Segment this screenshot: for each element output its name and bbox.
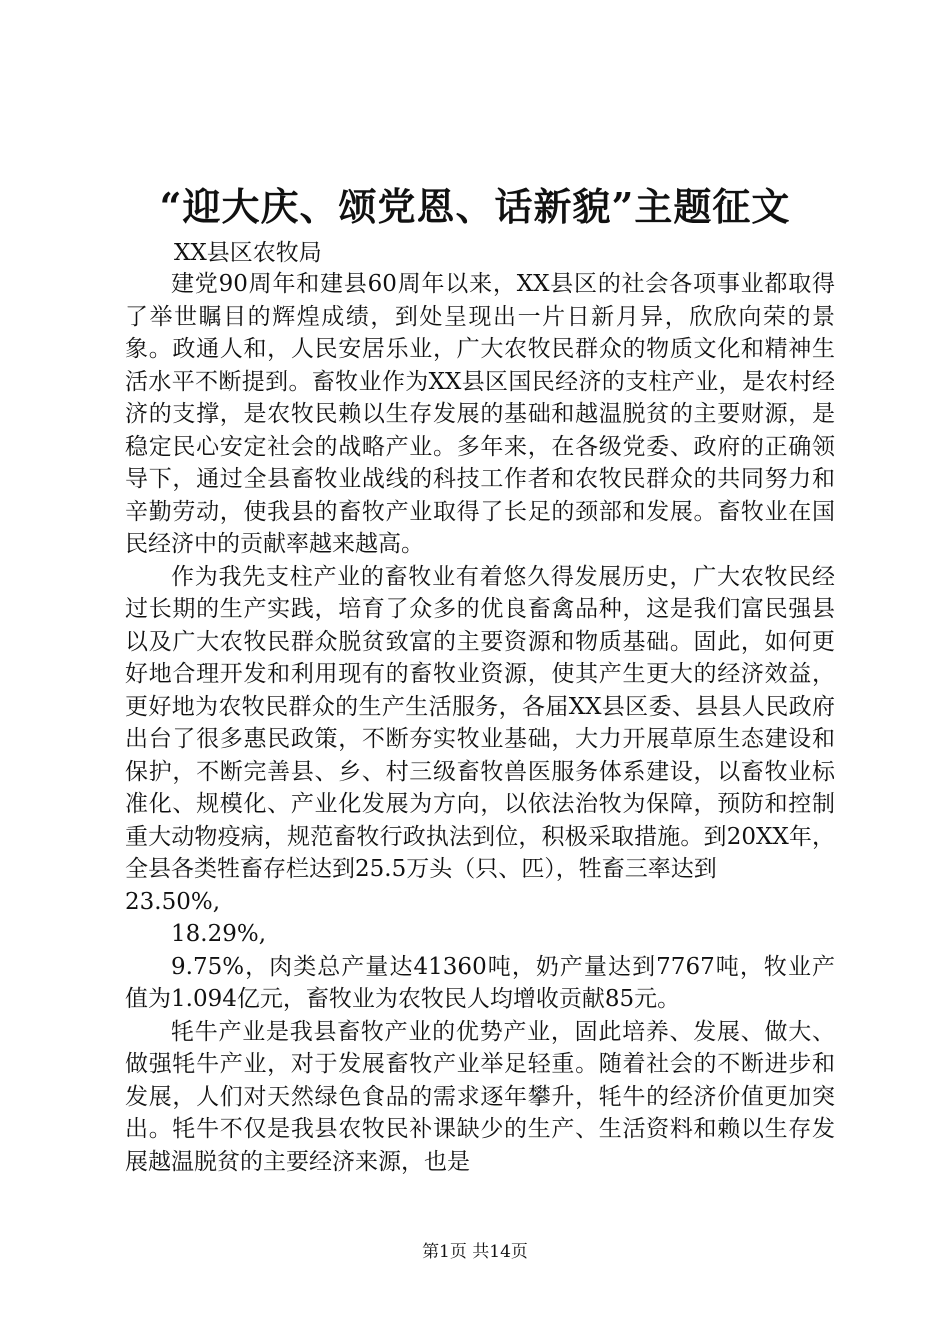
paragraph: 9.75%，肉类总产量达41360吨，奶产量达到7767吨，牧业产值为1.094亿元，畜牧业为农牧民人均增收贡献85元。 bbox=[125, 953, 835, 1012]
author-line: XX县区农牧局 bbox=[174, 240, 322, 266]
document-body bbox=[125, 268, 835, 1178]
paragraph: 牦牛产业是我县畜牧产业的优势产业，固此培养、发展、做大、做强牦牛产业，对于发展畜牧产业举足轻重。随着社会的不断进步和发展，人们对天然绿色食品的需求逐年攀升，牦牛的经济价值更加突出。牦牛不仅是我县农牧民补课缺少的生产、生活资料和赖以生存发展越温脱贫的主要经济来源，也是 bbox=[125, 1018, 835, 1175]
page-footer: 第1页 共14页 bbox=[422, 1242, 528, 1262]
paragraph: 18.29%, bbox=[171, 921, 267, 947]
paragraph: 23.50%, bbox=[125, 888, 221, 915]
paragraph: 作为我先支柱产业的畜牧业有着悠久得发展历史，广大农牧民经过长期的生产实践，培育了众多的优良畜禽品种，这是我们富民强县以及广大农牧民群众脱贫致富的主要资源和物质基础。固此，如何更好地合理开发和利用现有的畜牧业资源，使其产生更大的经济效益，更好地为农牧民群众的生产生活服务，各届XX县区委、县县人民政府出台了很多惠民政策，不断夯实牧业基础，大力开展草原生态建设和保护，不断完善县、乡、村三级畜牧兽医服务体系建设，以畜牧业标准化、规模化、产业化发展为方向，以依法治牧为保障，预防和控制重大动物疫病，规范畜牧行政执法到位，积极采取措施。到20XX年，全县各类牲畜存栏达到25.5万头（只、匹），牲畜三率达到 bbox=[125, 563, 835, 882]
document-title: “迎大庆、颂党恩、话新貌”主题征文 bbox=[159, 184, 791, 229]
paragraph: 建党90周年和建县60周年以来，XX县区的社会各项事业都取得了举世瞩目的辉煌成绩，到处呈现出一片日新月异，欣欣向荣的景象。政通人和，人民安居乐业，广大农牧民群众的物质文化和精神生活水平不断提到。畜牧业作为XX县区国民经济的支柱产业，是农村经济的支撑，是农牧民赖以生存发展的基础和越温脱贫的主要财源，是稳定民心安定社会的战略产业。多年来，在各级党委、政府的正确领导下，通过全县畜牧业战线的科技工作者和农牧民群众的共同努力和辛勤劳动，使我县的畜牧产业取得了长足的颈部和发展。畜牧业在国民经济中的贡献率越来越高。 bbox=[125, 271, 835, 557]
